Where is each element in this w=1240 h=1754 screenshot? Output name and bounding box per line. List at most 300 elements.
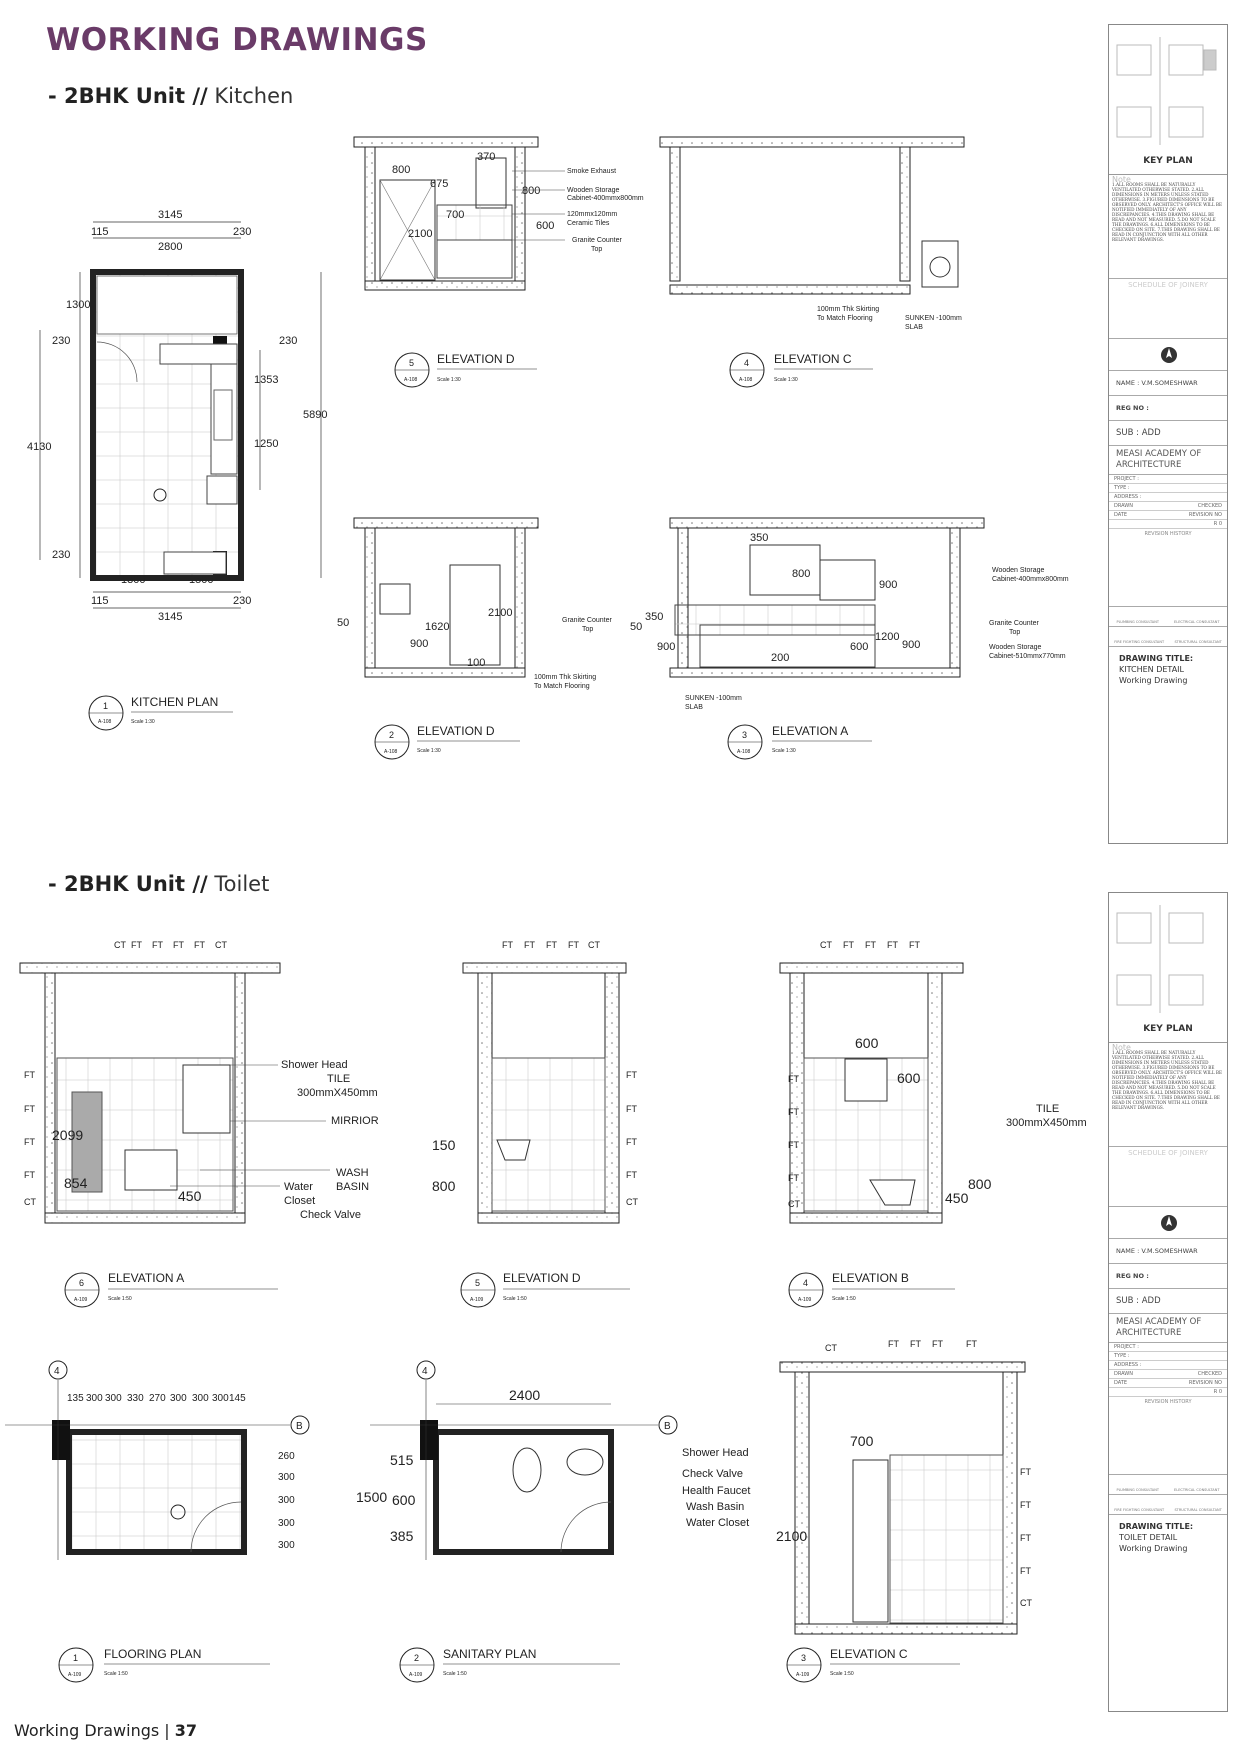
toilet-elevation-a [20, 940, 379, 1307]
toilet-elevation-d [432, 940, 638, 1307]
tile-marker: CT [24, 1197, 36, 1207]
revision-history: REVISION HISTORY [1109, 1397, 1227, 1475]
note-label: Closet [284, 1195, 316, 1207]
tile-marker: FT [888, 1339, 899, 1349]
note-label: Shower Head [281, 1059, 348, 1071]
svg-text:1: 1 [73, 1653, 79, 1663]
svg-text:5: 5 [475, 1278, 481, 1288]
tile-marker: FT [910, 1339, 921, 1349]
consultant-label: FIRE FIGHTING CONSULTANT [1114, 1508, 1165, 1512]
dim-label: 1500 [189, 574, 214, 586]
svg-text:ELEVATION D: ELEVATION D [503, 1271, 581, 1285]
dim-label: 600 [536, 220, 555, 232]
note-label: MIRRIOR [331, 1115, 379, 1127]
tile-marker: FT [524, 940, 535, 950]
type-row [1109, 484, 1227, 493]
dim-label: 900 [657, 641, 676, 653]
key-plan-label: KEY PLAN [1143, 1024, 1193, 1034]
dims [337, 607, 512, 669]
dim-label: 115 [91, 595, 109, 607]
joinery-schedule: SCHEDULE OF JOINERY [1109, 279, 1227, 339]
tile-marker: FT [626, 1104, 637, 1114]
floor-tiles [69, 1432, 244, 1552]
svg-text:A-108: A-108 [739, 377, 753, 383]
drawing-label [89, 695, 233, 730]
tile-marker: FT [152, 940, 163, 950]
dim-label: 2099 [52, 1127, 84, 1143]
section-prefix: - 2BHK Unit // [48, 84, 208, 108]
type-row [1109, 1352, 1227, 1361]
academy-name: MEASI ACADEMY OF ARCHITECTURE [1109, 1314, 1227, 1343]
sink-icon [214, 390, 232, 440]
checked-label: CHECKED [1197, 1371, 1222, 1377]
kitchen-plan [27, 209, 327, 730]
grid-marker: B [296, 1421, 303, 1432]
dim-label: 50 [630, 621, 643, 633]
svg-text:ELEVATION B: ELEVATION B [832, 1271, 909, 1285]
kitchen-elevation-d-top [354, 137, 644, 387]
consultants-row [1109, 627, 1227, 647]
dim-label: 135 [67, 1393, 84, 1404]
drawing-label [789, 1271, 955, 1307]
note-label: Top [1009, 629, 1021, 636]
drawing-title-box [1109, 647, 1227, 692]
note-label: Smoke Exhaust [567, 168, 617, 175]
consultants-row [1109, 607, 1227, 627]
svg-text:2: 2 [389, 730, 395, 740]
dim-label: 800 [792, 568, 811, 580]
revision-value: R 0 [1213, 521, 1222, 527]
kitchen-elevation-c [660, 137, 964, 387]
tile-marker: FT [502, 940, 513, 950]
reg-row [1109, 1264, 1227, 1289]
dim-label: 4130 [27, 441, 52, 453]
dim-label: 600 [392, 1492, 416, 1508]
dim-label: 800 [968, 1176, 992, 1192]
tile-marker: FT [194, 940, 205, 950]
svg-text:A-109: A-109 [798, 1297, 812, 1303]
note-label: SLAB [685, 704, 703, 711]
dim-label: 1620 [425, 621, 450, 633]
svg-text:2: 2 [414, 1653, 420, 1663]
note-label: Health Faucet [682, 1485, 751, 1497]
dim-label: 385 [390, 1528, 414, 1544]
tile-marker: FT [568, 940, 579, 950]
note-label: Granite Counter [572, 237, 622, 244]
drawn-row [1109, 502, 1227, 511]
svg-text:FLOORING PLAN: FLOORING PLAN [104, 1647, 202, 1661]
revision-history: REVISION HISTORY [1109, 529, 1227, 607]
section-name: Kitchen [214, 84, 294, 108]
dim-label: 1250 [254, 438, 279, 450]
note-label: SLAB [905, 324, 923, 331]
dim-label: 600 [855, 1035, 879, 1051]
tile-marker: FT [1020, 1566, 1031, 1576]
drawing-label [59, 1647, 270, 1682]
svg-text:SANITARY PLAN: SANITARY PLAN [443, 1647, 537, 1661]
svg-text:4: 4 [803, 1278, 809, 1288]
note-label: TILE [327, 1073, 351, 1085]
svg-text:3: 3 [742, 730, 748, 740]
tile-marker: CT [114, 940, 126, 950]
washing-machine-icon [922, 241, 958, 287]
svg-text:Scale 1:50: Scale 1:50 [503, 1296, 527, 1302]
drawing-label [400, 1647, 620, 1682]
name-row: NAME : V.M.SOMESHWAR [1109, 371, 1227, 396]
project-row [1109, 1343, 1227, 1352]
dim-label: 230 [52, 549, 71, 561]
dim-label: 300 [86, 1393, 103, 1404]
dim-label: 2100 [776, 1528, 808, 1544]
dims [630, 532, 920, 664]
tile-marker: FT [1020, 1500, 1031, 1510]
svg-text:ELEVATION D: ELEVATION D [437, 352, 515, 366]
revision-no-label: REVISION NO [1188, 512, 1222, 518]
drawing-title-value: KITCHEN DETAIL [1119, 665, 1184, 674]
water-closet [125, 1150, 177, 1190]
type-label: TYPE : [1114, 485, 1130, 491]
svg-text:A-108: A-108 [404, 377, 418, 383]
project-label: PROJECT : [1114, 1344, 1139, 1350]
tile-marker: CT [1020, 1598, 1032, 1608]
svg-text:A-108: A-108 [737, 749, 751, 755]
svg-text:Scale 1:50: Scale 1:50 [108, 1296, 132, 1302]
rev-row [1109, 520, 1227, 529]
key-plan [1109, 25, 1227, 175]
wall-column [52, 1420, 70, 1460]
drawing-type: Working Drawing [1119, 676, 1188, 685]
tile-marker: CT [825, 1343, 837, 1353]
dim-label: 800 [432, 1178, 456, 1194]
svg-text:Scale 1:50: Scale 1:50 [443, 1671, 467, 1677]
dim-label: 300 [278, 1472, 295, 1483]
dim-label: 600 [850, 641, 869, 653]
svg-text:A-109: A-109 [470, 1297, 484, 1303]
tile-marker: FT [865, 940, 876, 950]
tile-marker: FT [24, 1137, 35, 1147]
tile-marker: CT [626, 1197, 638, 1207]
dim-label: 1353 [254, 374, 279, 386]
drawing-title-box [1109, 1515, 1227, 1560]
reg-label: REG NO : [1116, 404, 1149, 412]
grid-marker: 4 [422, 1366, 428, 1377]
svg-text:4: 4 [744, 358, 750, 368]
drawing-type: Working Drawing [1119, 1544, 1188, 1553]
tile-marker: CT [788, 1199, 800, 1209]
svg-text:Scale 1:30: Scale 1:30 [437, 377, 461, 383]
notes-text: 1.ALL ROOMS SHALL BE NATURALLY VENTILATED OTHERWISE STATED. 2.ALL DIMENSIONS IN METERS UNLESS STATED OTHERWISE. 3.FIGURED DIMENSIONS TO BE OBSERVED ONLY. ARCHITECT'S OFFICE WILL BE NOTIFIED IMMEDIATELY OF ANY DISCREPANCIES. 4.THIS DRAWING SHALL BE READ AND NOT MEASURED. 5.DO NOT SCALE THE DRAWINGS. 6.ALL DIMENSIONS TO BE CHECKED ON SITE. 7.THIS DRAWING SHALL BE READ IN CONJUNCTION WITH ALL OTHER RELEVANT DRAWINGS. [1112, 182, 1223, 242]
page-number: 37 [174, 1721, 198, 1740]
tile-marker: FT [131, 940, 142, 950]
tile-marker: FT [24, 1170, 35, 1180]
svg-text:Scale 1:30: Scale 1:30 [772, 748, 796, 754]
checked-label: CHECKED [1197, 503, 1222, 509]
note-label: To Match Flooring [817, 315, 873, 322]
consultant-label: PLUMBING CONSULTANT [1116, 620, 1159, 624]
note-label: Cabinet-400mmx800mm [992, 576, 1069, 583]
tile-marker: FT [843, 940, 854, 950]
drawing-label [395, 352, 537, 387]
revision-value: R 0 [1213, 1389, 1222, 1395]
note-label: Check Valve [682, 1468, 743, 1480]
svg-text:A-109: A-109 [409, 1672, 423, 1678]
note-label: Granite Counter [562, 617, 612, 624]
dim-label: 3145 [158, 611, 183, 623]
dim-label: 1300 [121, 574, 146, 586]
consultant-label: STRUCTURAL CONSULTANT [1174, 640, 1222, 644]
consultant-label: FIRE FIGHTING CONSULTANT [1114, 640, 1165, 644]
dims [432, 1137, 456, 1194]
section-prefix: - 2BHK Unit // [48, 872, 208, 896]
dim-label: 370 [477, 151, 496, 163]
dim-label: 100 [467, 657, 486, 669]
dim-label: 800 [522, 185, 541, 197]
dim-label: 515 [390, 1452, 414, 1468]
dim-label: 330 [127, 1393, 144, 1404]
project-row [1109, 475, 1227, 484]
drawn-row [1109, 1370, 1227, 1379]
note-label: 300mmX450mm [297, 1087, 378, 1099]
section-name: Toilet [214, 872, 270, 896]
svg-text:ELEVATION C: ELEVATION C [774, 352, 852, 366]
tile-marker: FT [1020, 1533, 1031, 1543]
consultant-label: ELECTRICAL CONSULTANT [1174, 1488, 1220, 1492]
notes [1006, 1103, 1087, 1129]
sub-row: SUB : ADD [1109, 1289, 1227, 1314]
address-row [1109, 1361, 1227, 1370]
note-label: 100mm Thk Skirting [534, 674, 597, 681]
note-label: Granite Counter [989, 620, 1039, 627]
dim-label: 200 [771, 652, 790, 664]
reg-row [1109, 396, 1227, 421]
tile-marker: CT [215, 940, 227, 950]
dim-label: 900 [902, 639, 921, 651]
type-label: TYPE : [1114, 1353, 1130, 1359]
svg-text:ELEVATION C: ELEVATION C [830, 1647, 908, 1661]
drawing-label [461, 1271, 630, 1307]
water-closet-icon [513, 1448, 541, 1492]
tile-marker: FT [788, 1074, 799, 1084]
dim-label: 450 [178, 1188, 202, 1204]
drawing-label [375, 724, 520, 759]
svg-text:ELEVATION A: ELEVATION A [108, 1271, 185, 1285]
dim-label: 270 [149, 1393, 166, 1404]
joinery-schedule: SCHEDULE OF JOINERY [1109, 1147, 1227, 1207]
dim-label: 700 [850, 1433, 874, 1449]
note-label: To Match Flooring [534, 683, 590, 690]
tile-marker: FT [546, 940, 557, 950]
note-label: Wooden Storage [567, 187, 620, 194]
tile-marker: FT [626, 1137, 637, 1147]
dim-label: 900 [410, 638, 429, 650]
svg-text:A-109: A-109 [74, 1297, 88, 1303]
notes [281, 1059, 379, 1221]
notes-text: 1.ALL ROOMS SHALL BE NATURALLY VENTILATED OTHERWISE STATED. 2.ALL DIMENSIONS IN METERS UNLESS STATED OTHERWISE. 3.FIGURED DIMENSIONS TO BE OBSERVED ONLY. ARCHITECT'S OFFICE WILL BE NOTIFIED IMMEDIATELY OF ANY DISCREPANCIES. 4.THIS DRAWING SHALL BE READ AND NOT MEASURED. 5.DO NOT SCALE THE DRAWINGS. 6.ALL DIMENSIONS TO BE CHECKED ON SITE. 7.THIS DRAWING SHALL BE READ IN CONJUNCTION WITH ALL OTHER RELEVANT DRAWINGS. [1112, 1050, 1223, 1110]
date-row [1109, 1379, 1227, 1388]
toilet-elevation-c [776, 1339, 1032, 1682]
dim-label: 260 [278, 1451, 295, 1462]
door-icon [853, 1460, 888, 1622]
title-block-kitchen [1108, 24, 1228, 844]
page-title: WORKING DRAWINGS [46, 22, 428, 58]
note-label: Water Closet [686, 1517, 750, 1529]
note-label: 300mmX450mm [1006, 1117, 1087, 1129]
date-label: DATE [1114, 1380, 1128, 1386]
wall-column [420, 1420, 438, 1460]
dim-label: 150 [432, 1137, 456, 1153]
dim-label: 2100 [408, 228, 433, 240]
svg-text:A-108: A-108 [384, 749, 398, 755]
footer-label: Working Drawings | [14, 1721, 170, 1740]
drawn-label: DRAWN [1114, 503, 1133, 509]
note-label: Wash Basin [686, 1501, 745, 1513]
mirror [183, 1065, 230, 1133]
notes [567, 168, 644, 253]
consultants-row [1109, 1495, 1227, 1515]
svg-text:ELEVATION D: ELEVATION D [417, 724, 495, 738]
notes-heading: Note [1112, 1043, 1131, 1052]
note-label: Wooden Storage [992, 567, 1045, 574]
consultants-row [1109, 1475, 1227, 1495]
address-row [1109, 493, 1227, 502]
svg-text:Scale 1:50: Scale 1:50 [832, 1296, 856, 1302]
dim-label: 3145 [158, 209, 183, 221]
consultant-label: STRUCTURAL CONSULTANT [1174, 1508, 1222, 1512]
key-plan [1109, 893, 1227, 1043]
svg-text:6: 6 [79, 1278, 85, 1288]
drawn-label: DRAWN [1114, 1371, 1133, 1377]
consultant-label: ELECTRICAL CONSULTANT [1174, 620, 1220, 624]
note-label: Ceramic Tiles [567, 220, 610, 227]
tile-marker: FT [932, 1339, 943, 1349]
dim-label: 800 [392, 164, 411, 176]
dim-label: 450 [945, 1190, 969, 1206]
dim-label: 350 [750, 532, 769, 544]
svg-text:Scale 1:50: Scale 1:50 [104, 1671, 128, 1677]
consultant-label: PLUMBING CONSULTANT [1116, 1488, 1159, 1492]
dim-label: 300 [278, 1495, 295, 1506]
north-arrow [1109, 1207, 1227, 1239]
dim-label: 300 [278, 1518, 295, 1529]
tile-marker: FT [788, 1107, 799, 1117]
tile-marker: FT [626, 1170, 637, 1180]
note-label: SUNKEN -100mm [905, 315, 962, 322]
page-footer [14, 1721, 197, 1740]
dim-label: 2800 [158, 241, 183, 253]
tile-marker: FT [24, 1070, 35, 1080]
dim-label: 900 [879, 579, 898, 591]
dim-label: 230 [233, 595, 252, 607]
date-label: DATE [1114, 512, 1128, 518]
notes [534, 617, 612, 690]
dim-label: 675 [430, 178, 449, 190]
dim-label: 1500 [356, 1489, 388, 1505]
tile-marker: CT [820, 940, 832, 950]
dim-label: 230 [279, 335, 298, 347]
svg-text:A-109: A-109 [68, 1672, 82, 1678]
grid-marker: B [664, 1421, 671, 1432]
dim-label: 300 [278, 1540, 295, 1551]
tile-marker: CT [588, 940, 600, 950]
revision-no-label: REVISION NO [1188, 1380, 1222, 1386]
svg-text:A-108: A-108 [98, 719, 112, 725]
tile-marker: FT [909, 940, 920, 950]
notes-box [1109, 175, 1227, 279]
note-label: Top [591, 246, 603, 253]
note-label: Cabinet-400mmx800mm [567, 195, 644, 202]
svg-text:Scale 1:50: Scale 1:50 [830, 1671, 854, 1677]
note-label: Top [582, 626, 594, 633]
title-block-toilet [1108, 892, 1228, 1712]
note-label: WASH [336, 1167, 369, 1179]
drawing-label [730, 352, 873, 387]
dims [776, 1433, 874, 1544]
svg-text:3: 3 [801, 1653, 807, 1663]
key-plan-label: KEY PLAN [1143, 156, 1193, 166]
toilet-elevation-b [780, 940, 1087, 1307]
dim-label: 230 [52, 335, 71, 347]
svg-text:5: 5 [409, 358, 415, 368]
toilet-flooring-plan [5, 1361, 309, 1682]
notes-heading: Note [1112, 175, 1131, 184]
drawing-label [787, 1647, 960, 1682]
notes-box [1109, 1043, 1227, 1147]
dim-label: 115 [91, 226, 109, 238]
date-row [1109, 511, 1227, 520]
svg-text:1: 1 [103, 701, 109, 711]
north-arrow [1109, 339, 1227, 371]
svg-text:Scale 1:30: Scale 1:30 [417, 748, 441, 754]
note-label: Check Valve [300, 1209, 361, 1221]
drawing-label [65, 1271, 278, 1307]
tile-marker: FT [1020, 1467, 1031, 1477]
dim-label: 2400 [509, 1387, 541, 1403]
dim-label: 854 [64, 1175, 88, 1191]
svg-text:ELEVATION A: ELEVATION A [772, 724, 849, 738]
tile-marker: FT [24, 1104, 35, 1114]
dim-label: 50 [337, 617, 350, 629]
drawing-title-value: TOILET DETAIL [1119, 1533, 1178, 1542]
svg-text:Scale 1:30: Scale 1:30 [774, 377, 798, 383]
dim-label: 1200 [875, 631, 900, 643]
svg-text:KITCHEN PLAN: KITCHEN PLAN [131, 695, 219, 709]
toilet-sanitary-plan [356, 1361, 750, 1682]
dim-label: 600 [897, 1070, 921, 1086]
tile-marker: FT [626, 1070, 637, 1080]
dim-label: 230 [233, 226, 252, 238]
academy-name: MEASI ACADEMY OF ARCHITECTURE [1109, 446, 1227, 475]
drawing-title-label: DRAWING TITLE: [1119, 654, 1194, 663]
dim-label: 300 [192, 1393, 209, 1404]
dim-label: 2100 [488, 607, 513, 619]
tile-marker: FT [887, 940, 898, 950]
sub-row: SUB : ADD [1109, 421, 1227, 446]
note-label: Water [284, 1181, 313, 1193]
dim-label: 300 [212, 1393, 229, 1404]
kitchen-elevation-d-bottom [337, 518, 612, 759]
note-label: 120mmx120mm [567, 211, 618, 218]
note-label: Cabinet-510mmx770mm [989, 653, 1066, 660]
reg-label: REG NO : [1116, 1272, 1149, 1280]
rev-row [1109, 1388, 1227, 1397]
note-label: SUNKEN -100mm [685, 695, 742, 702]
drawing-label [728, 724, 872, 759]
project-label: PROJECT : [1114, 476, 1139, 482]
name-row: NAME : V.M.SOMESHWAR [1109, 1239, 1227, 1264]
note-label: TILE [1036, 1103, 1060, 1115]
dim-label: 300 [105, 1393, 122, 1404]
note-label: 100mm Thk Skirting [817, 306, 880, 313]
